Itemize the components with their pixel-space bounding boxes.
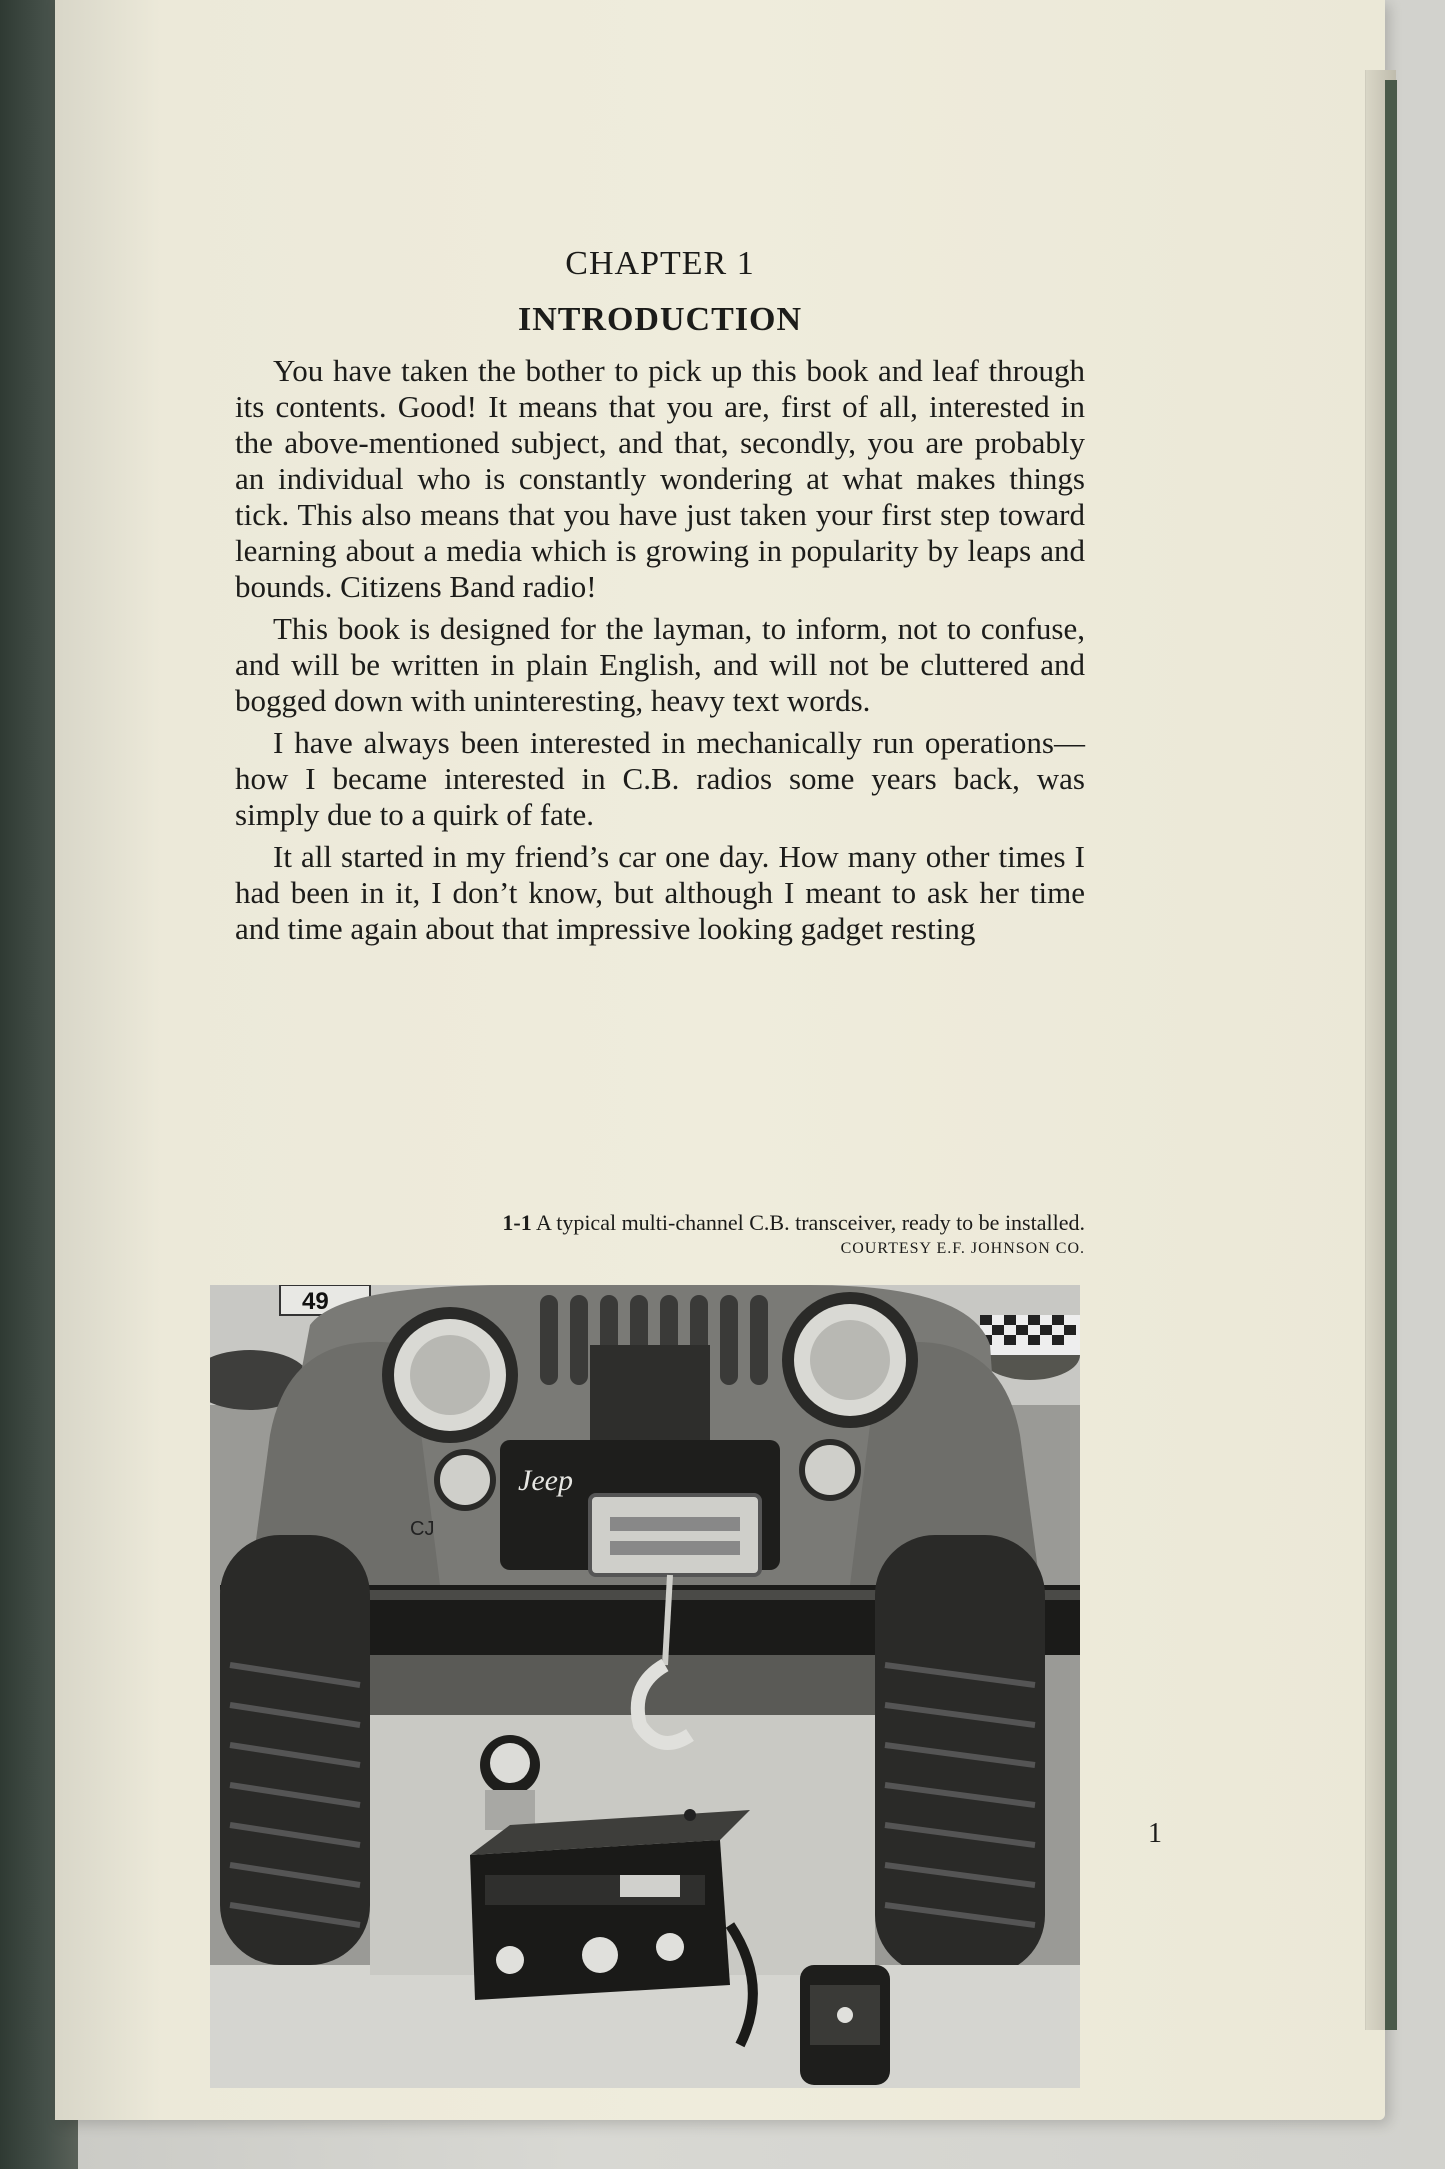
tire-left (220, 1535, 370, 1965)
figure-photo (210, 1285, 1080, 2088)
paragraph-1: You have taken the bother to pick up this book and leaf through its contents. Good! It means that you are, first of all, interested in the above-mentioned subject, and that, secondly, you are probably an individual who is constantly wondering at what makes things tick. This also means that you have just taken your first step toward learning about a media which is growing in popularity by leaps and bounds. Citizens Band radio! (235, 353, 1085, 604)
chapter-text (235, 245, 1085, 953)
jeep-logo-text: Jeep (518, 1464, 573, 1497)
jeep-cb-photo (210, 1285, 1080, 2088)
paragraph-3: I have always been interested in mechanically run operations—how I became interested in C.B. radios some years back, was simply due to a quirk of fate. (235, 725, 1085, 832)
chapter-heading: CHAPTER 1 (565, 245, 755, 282)
figure-credit: COURTESY E.F. JOHNSON CO. (840, 1240, 1085, 1257)
compass-icon (480, 1735, 540, 1830)
chapter-title: INTRODUCTION (517, 301, 803, 338)
tire-right (875, 1535, 1045, 1975)
headlight-right (782, 1292, 918, 1428)
headlight-left (382, 1307, 518, 1443)
paragraph-2: This book is designed for the layman, to inform, not to confuse, and will be written in plain English, and will not be cluttered and bogged down with uninteresting, heavy text words. (235, 611, 1085, 718)
cb-transceiver (470, 1809, 750, 2000)
figure-number: 1-1 (502, 1210, 532, 1235)
page-number: 1 (1148, 1818, 1162, 1849)
book-cover-right (1385, 80, 1397, 2030)
checkered-flag-icon (980, 1315, 1080, 1355)
plate-text: 49 (302, 1288, 329, 1315)
cj-badge-text: CJ (410, 1518, 435, 1540)
figure-caption-text: A typical multi-channel C.B. transceiver, ready to be installed. (536, 1210, 1085, 1235)
paragraph-4: It all started in my friend’s car one day. How many other times I had been in it, I don’t know, but although I meant to ask her time and time again about that impressive looking gadget resting (235, 839, 1085, 946)
figure-caption (235, 1210, 1085, 1258)
